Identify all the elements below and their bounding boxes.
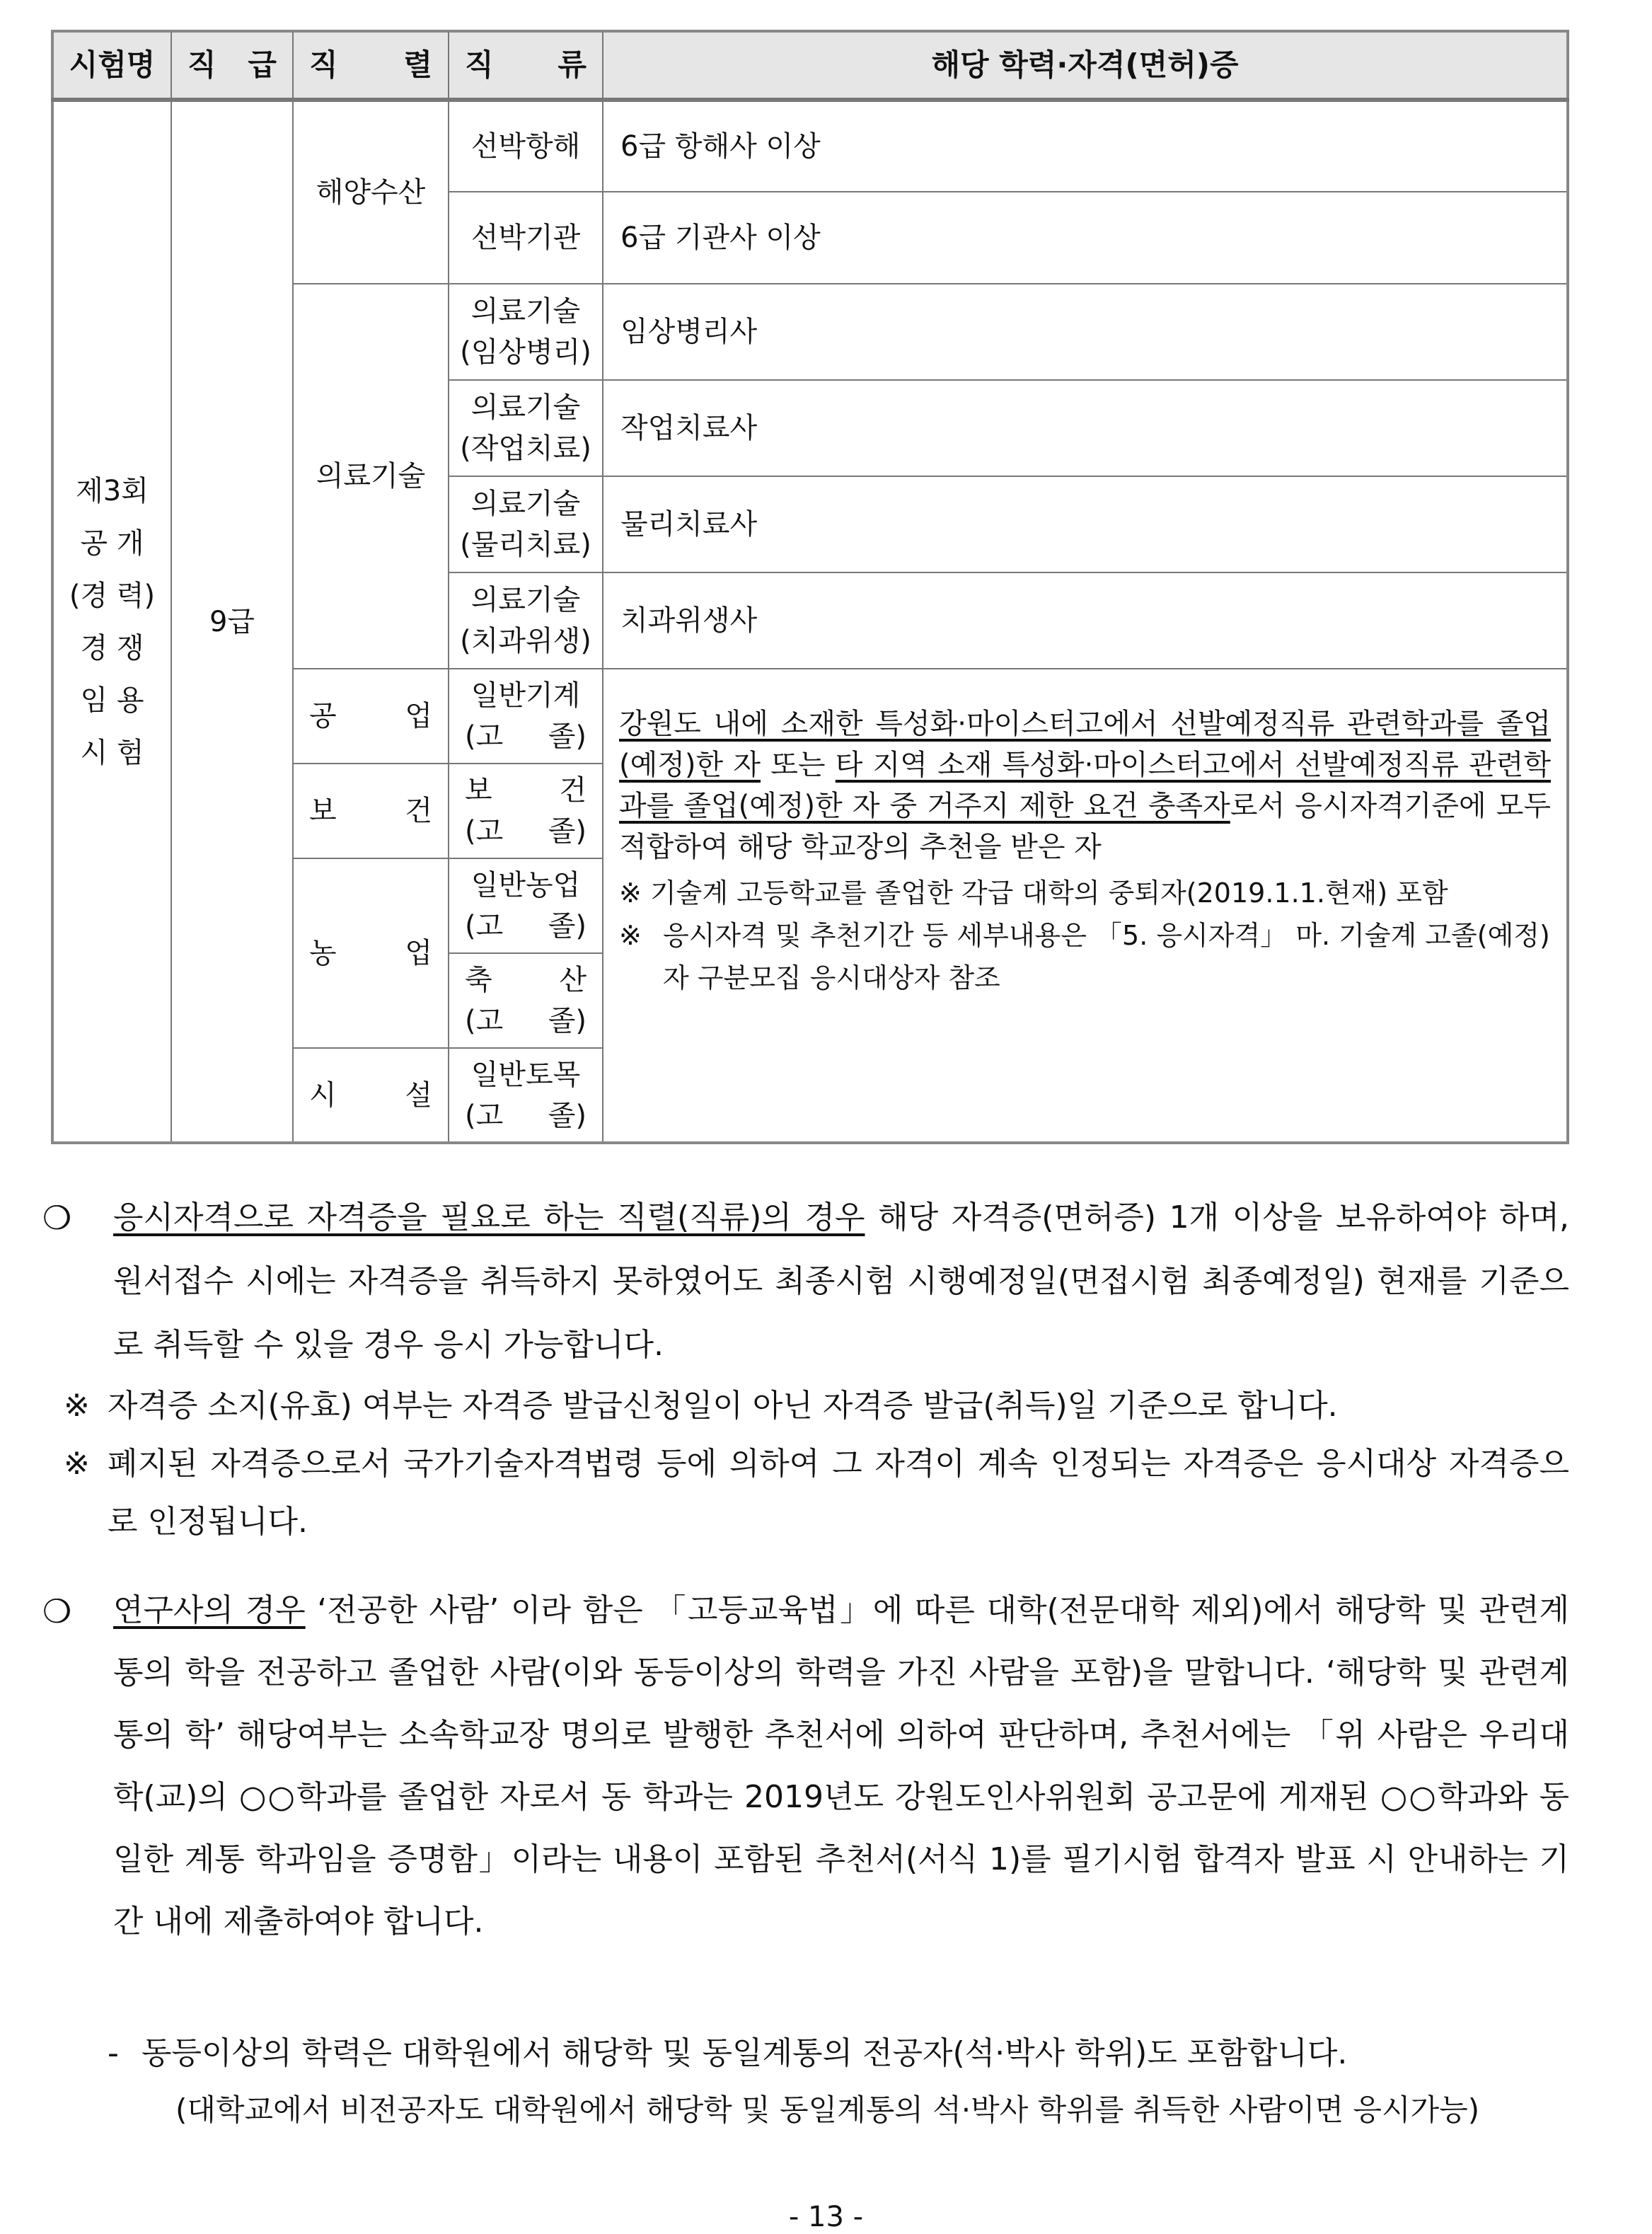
- category-cell: 일반기계 (고 졸): [449, 669, 603, 764]
- section-2-body: 연구사의 경우 ‘전공한 사람’ 이라 함은 「고등교육법」에 따른 대학(전문대학 제외)에서 해당학 및 관련계통의 학을 전공하고 졸업한 사람(이와 동등이상의 학력을 가진 사람을 포함)을 말합니다. ‘해당학 및 관련계통의 학’ 해당여부는 소속학교장 명의로 발행한 추천서에 의하여 판단하며, 추천서에는 「위 사람은 우리대학(교)의 ○○학과를 졸업한 자로서 동 학과는 2019년도 강원도인사위원회 공고문에 게재된 ○○학과와 동일한 계통 학과임을 증명함」이라는 내용이 포함된 추천서(서식 1)를 필기시험 합격자 발표 시 안내하는 기간 내에 제출하여야 합니다.: [113, 1592, 1569, 1940]
- qualification-cell: 6급 기관사 이상: [603, 192, 1568, 284]
- category-cell: 보 건 (고 졸): [449, 764, 603, 858]
- section-1: [42, 1186, 1569, 1551]
- bullet-icon: ❍: [42, 1592, 72, 1630]
- series-medical: 의료기술: [293, 284, 449, 669]
- qualification-cell: 작업치료사: [603, 380, 1568, 476]
- highschool-note-1: ※ 기술계 고등학교를 졸업한 각급 대학의 중퇴자(2019.1.1.현재) 포함: [619, 877, 1448, 909]
- series-health: 보 건: [293, 764, 449, 858]
- category-cell: 선박기관: [449, 192, 603, 284]
- section-1-body: 응시자격으로 자격증을 필요로 하는 직렬(직류)의 경우 해당 자격증(면허증) 1개 이상을 보유하여야 하며, 원서접수 시에는 자격증을 취득하지 못하였어도 최종시험 시행예정일(면접시험 최종예정일) 현재를 기준으로 취득할 수 있을 경우 응시 가능합니다.: [113, 1199, 1569, 1363]
- qualification-table: [51, 30, 1569, 1144]
- table-header-row: [52, 31, 1568, 100]
- header-exam-name: 시험명: [52, 31, 171, 100]
- highschool-qualification-cell: [603, 669, 1568, 1143]
- section-1-note-1: ※ 자격증 소지(유효) 여부는 자격증 발급신청일이 아닌 자격증 발급(취득)일 기준으로 합니다.: [64, 1388, 1338, 1424]
- category-cell: 축 산 (고 졸): [449, 953, 603, 1048]
- header-qualification: 해당 학력·자격(면허)증: [603, 31, 1568, 100]
- category-cell: 일반토목 (고 졸): [449, 1048, 603, 1143]
- highschool-qualification-text: 강원도 내에 소재한 특성화·마이스터고에서 선발예정직류 관련학과를 졸업(예정)한 자 또는 타 지역 소재 특성화·마이스터고에서 선발예정직류 관련학과를 졸업(예정)한 자 중 거주지 제한 요건 충족자로서 응시자격기준에 모두 적합하여 해당 학교장의 추천을 받은 자: [619, 708, 1551, 863]
- series-agri: 농 업: [293, 858, 449, 1048]
- header-series: 직 렬: [293, 31, 449, 100]
- qualification-cell: 치과위생사: [603, 572, 1568, 669]
- highschool-note-2: ※ 응시자격 및 추천기간 등 세부내용은 「5. 응시자격」 마. 기술계 고졸(예정)자 구분모집 응시대상자 참조: [619, 920, 1550, 994]
- category-cell: 의료기술 (임상병리): [449, 284, 603, 380]
- page-number: - 13 -: [788, 2201, 864, 2233]
- category-cell: 의료기술 (물리치료): [449, 476, 603, 572]
- series-industry: 공 업: [293, 669, 449, 764]
- header-category: 직 류: [449, 31, 603, 100]
- qualification-cell: 6급 항해사 이상: [603, 100, 1568, 192]
- category-cell: 의료기술 (작업치료): [449, 380, 603, 476]
- grade-cell: 9급: [171, 100, 293, 1143]
- qualification-cell: 임상병리사: [603, 284, 1568, 380]
- exam-name-cell: 제3회 공 개 (경 력) 경 쟁 임 용 시 험: [52, 100, 171, 1143]
- section-2: [42, 1579, 1569, 1953]
- category-cell: 선박항해: [449, 100, 603, 192]
- section-2-dash-note: - 동등이상의 학력은 대학원에서 해당학 및 동일계통의 전공자(석·박사 학위)도 포함합니다. (대학교에서 비전공자도 대학원에서 해당학 및 동일계통의 석·박사 학위를 취득한 사람이면 응시가능): [108, 2035, 1480, 2127]
- category-cell: 일반농업 (고 졸): [449, 858, 603, 953]
- category-cell: 의료기술 (치과위생): [449, 572, 603, 669]
- header-grade: 직 급: [171, 31, 293, 100]
- series-marine: 해양수산: [293, 100, 449, 284]
- table-row: [52, 100, 1568, 192]
- series-facility: 시 설: [293, 1048, 449, 1143]
- qualification-cell: 물리치료사: [603, 476, 1568, 572]
- bullet-icon: ❍: [42, 1199, 72, 1237]
- section-1-note-2: ※ 폐지된 자격증으로서 국가기술자격법령 등에 의하여 그 자격이 계속 인정되는 자격증은 응시대상 자격증으로 인정됩니다.: [64, 1446, 1569, 1540]
